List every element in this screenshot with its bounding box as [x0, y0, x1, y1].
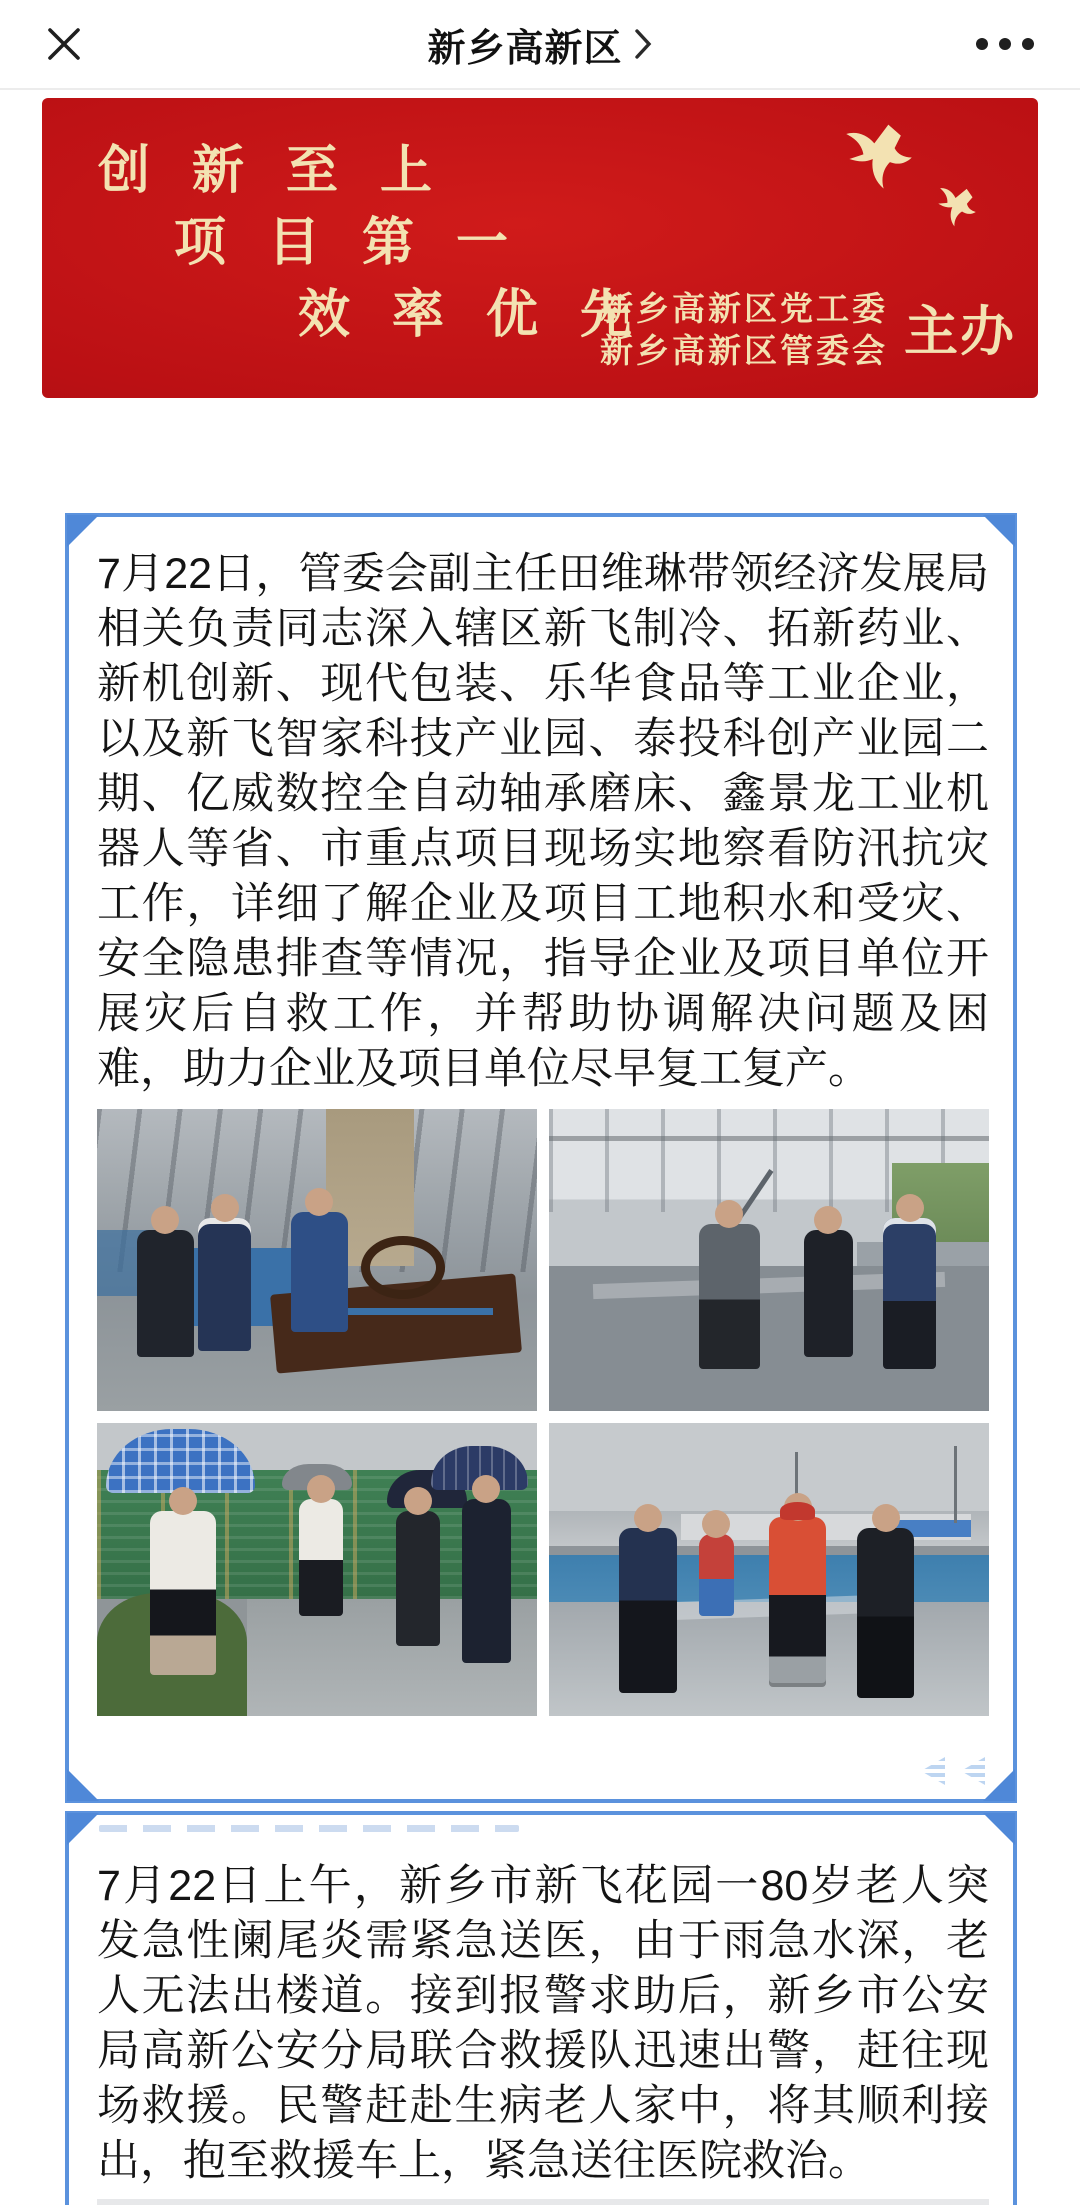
photo-flooded-yard-workers[interactable] — [549, 1423, 989, 1716]
article-card-1 — [65, 513, 1017, 1803]
account-title[interactable] — [0, 0, 1080, 88]
slogan-line-1: 创新至上 — [98, 143, 475, 200]
slogan-line-3: 效率优先 — [298, 287, 675, 344]
corner-decoration — [983, 1813, 1015, 1845]
host-label: 主办 — [904, 302, 1016, 362]
article-card-2 — [65, 1811, 1017, 2205]
paragraph-rescue: 7月22日上午，新乡市新飞花园一80岁老人突发急性阑尾炎需紧急送医，由于雨急水深，老人无法出楼道。接到报警求助后，新乡市公安局高新公安分局联合救援队迅速出警，赶往现场救援。民警赶赴生病老人家中，将其顺利接出，抱至救援车上，紧急送往医院救治。 — [97, 1862, 989, 2185]
corner-decoration — [983, 1769, 1015, 1801]
photo-grid — [97, 1109, 989, 1716]
page-title: 新乡高新区 — [427, 27, 623, 70]
slogan-banner-image[interactable] — [42, 98, 1038, 398]
organizer-lines — [600, 288, 888, 372]
navbar — [0, 0, 1080, 90]
dove-icon — [927, 179, 985, 237]
corner-decoration — [67, 1813, 99, 1845]
dash-decoration — [99, 1825, 519, 1832]
chevron-right-icon — [633, 27, 653, 61]
dove-icon — [840, 120, 918, 198]
corner-decoration — [983, 515, 1015, 547]
photo-factory-workshop-2[interactable] — [549, 1109, 989, 1411]
organizer-line-1: 新乡高新区党工委 — [600, 290, 888, 327]
corner-decoration — [67, 515, 99, 547]
corner-decoration — [67, 1769, 99, 1801]
swipe-indicator-icons — [921, 1757, 985, 1785]
photo-factory-workshop-1[interactable] — [97, 1109, 537, 1411]
paragraph-inspection: 7月22日，管委会副主任田维琳带领经济发展局相关负责同志深入辖区新飞制冷、拓新药业、新机创新、现代包装、乐华食品等工业企业，以及新飞智家科技产业园、泰投科创产业园二期、亿威数控全自动轴承磨床、鑫景龙工业机器人等省、市重点项目现场实地察看防汛抗灾工作，详细了解企业及项目工地积水和受灾、安全隐患排查等情况，指导企业及项目单位开展灾后自救工作，并帮助协调解决问题及困难，助力企业及项目单位尽早复工复产。 — [97, 550, 989, 1093]
more-menu-icon[interactable] — [976, 38, 1034, 50]
cropped-photo-top[interactable] — [97, 2199, 989, 2205]
organizer-line-2: 新乡高新区管委会 — [600, 332, 888, 369]
photo-rainy-site-umbrellas[interactable] — [97, 1423, 537, 1716]
slogan-line-2: 项目第一 — [174, 215, 551, 272]
